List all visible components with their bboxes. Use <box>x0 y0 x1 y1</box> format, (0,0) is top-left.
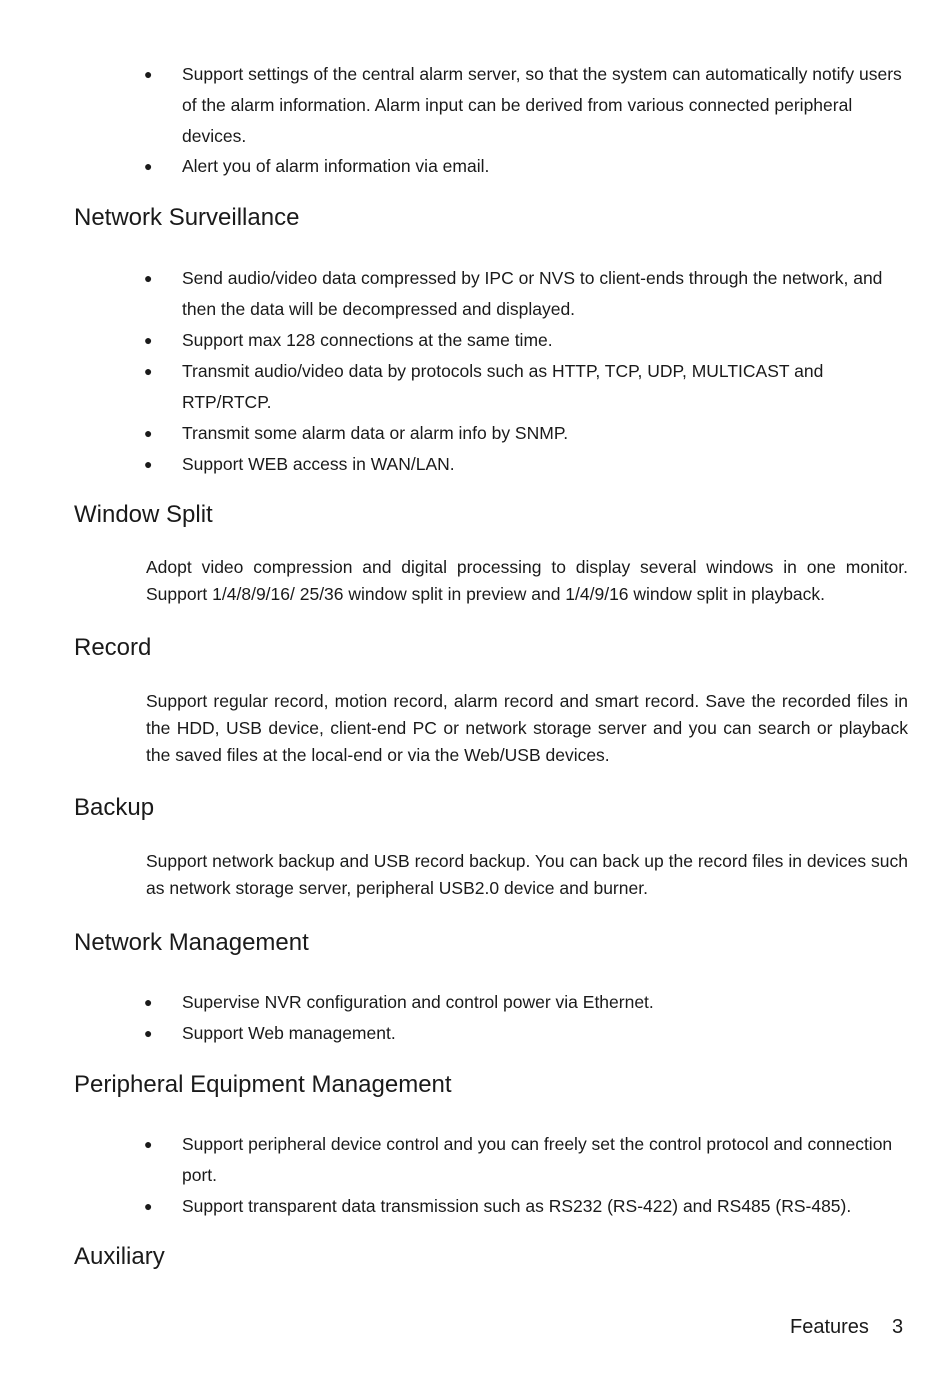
bullet-item: Support transparent data transmission such as RS232 (RS-422) and RS485 (RS-485). <box>182 1196 852 1216</box>
section-heading-network-management: Network Management <box>74 929 309 956</box>
page-number: 3 <box>892 1316 904 1338</box>
bullet-marker: ● <box>144 456 153 472</box>
section-paragraph-backup: Support network backup and USB record backup. You can back up the record files in devices such as network storage server, peripheral USB2.0 device and burner. <box>146 851 908 898</box>
bullet-item: Transmit audio/video data by protocols such as HTTP, TCP, UDP, MULTICAST and RTP/RTCP. <box>182 361 824 412</box>
bullet-item: Support Web management. <box>182 1023 396 1043</box>
bullet-marker: ● <box>144 425 153 441</box>
bullet-item: Support WEB access in WAN/LAN. <box>182 454 455 474</box>
section-paragraph-window-split: Adopt video compression and digital processing to display several windows in one monitor. Support 1/4/8/9/16/ 25/36 window split in preview and 1/4/9/16 window split in playback. <box>146 557 908 604</box>
bullet-marker: ● <box>144 66 153 82</box>
bullet-marker: ● <box>144 1198 153 1214</box>
bullet-marker: ● <box>144 332 153 348</box>
section-heading-network-surveillance: Network Surveillance <box>74 204 300 231</box>
bullet-item: Transmit some alarm data or alarm info by SNMP. <box>182 423 569 443</box>
bullet-item: Support max 128 connections at the same time. <box>182 330 553 350</box>
section-heading-peripheral-equipment-management: Peripheral Equipment Management <box>74 1071 452 1098</box>
bullet-item: Support settings of the central alarm server, so that the system can automatically notify users of the alarm information. Alarm input can be derived from various connected peripheral devices. <box>182 64 902 146</box>
bullet-marker: ● <box>144 1025 153 1041</box>
bullet-marker: ● <box>144 363 153 379</box>
section-heading-record: Record <box>74 634 152 661</box>
bullet-item: Alert you of alarm information via email. <box>182 156 490 176</box>
section-heading-auxiliary: Auxiliary <box>74 1243 165 1270</box>
bullet-marker: ● <box>144 1136 153 1152</box>
section-heading-backup: Backup <box>74 794 155 821</box>
bullet-marker: ● <box>144 158 153 174</box>
bullet-item: Support peripheral device control and you can freely set the control protocol and connection port. <box>182 1134 893 1185</box>
section-heading-window-split: Window Split <box>74 501 213 528</box>
bullet-item: Send audio/video data compressed by IPC or NVS to client-ends through the network, and then the data will be decompressed and displayed. <box>182 268 883 319</box>
bullet-marker: ● <box>144 994 153 1010</box>
footer-section-label: Features <box>790 1316 869 1338</box>
section-paragraph-record: Support regular record, motion record, alarm record and smart record. Save the recorded files in the HDD, USB device, client-end PC or network storage server and you can search or playback the saved files at the local-end or via the Web/USB devices. <box>146 691 908 765</box>
bullet-marker: ● <box>144 270 153 286</box>
bullet-item: Supervise NVR configuration and control power via Ethernet. <box>182 992 654 1012</box>
